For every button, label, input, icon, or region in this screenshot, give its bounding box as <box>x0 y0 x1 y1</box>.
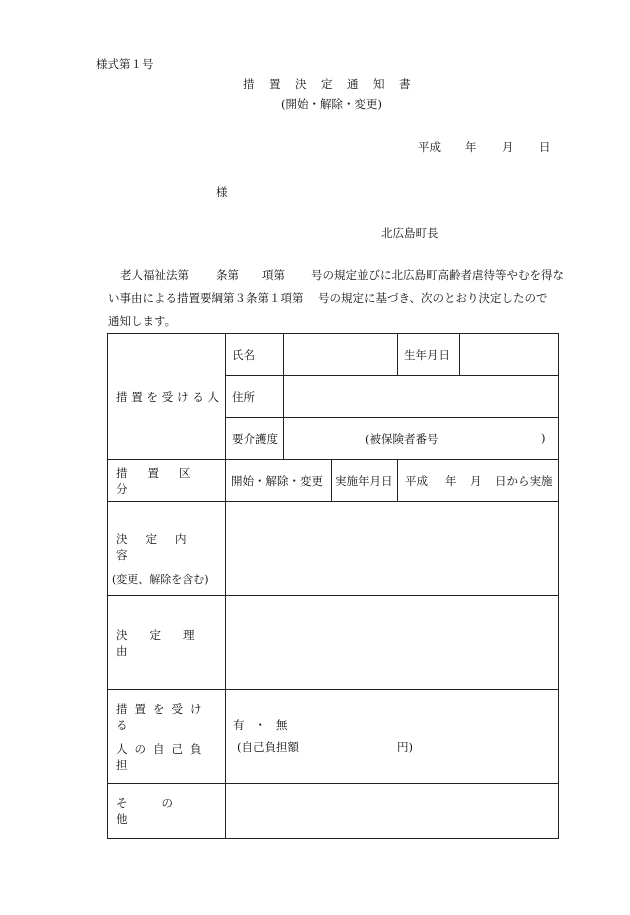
impl-date-era: 平成 <box>405 473 429 488</box>
person-label-7: 人 <box>207 389 219 404</box>
decision-value-cell[interactable] <box>226 502 559 596</box>
other-value-cell[interactable] <box>226 784 559 839</box>
birthdate-label-cell <box>398 334 460 376</box>
burden-value-cell[interactable] <box>226 690 559 784</box>
reason-label: 決定理由 <box>116 627 217 658</box>
birthdate-label: 生年月日 <box>404 347 451 362</box>
impl-date-month: 月 <box>470 473 482 488</box>
body-line2-b: 号の規定に基づき、次のとおり決定したので <box>318 291 548 305</box>
birthdate-value-cell[interactable] <box>460 334 559 376</box>
category-value: 開始・解除・変更 <box>231 473 323 488</box>
person-label-6: る <box>192 389 204 404</box>
insured-number-close: ) <box>541 430 546 445</box>
address-label: 住所 <box>232 389 255 404</box>
insured-number-cell[interactable] <box>284 418 559 460</box>
body-line1-d: 号の規定並びに北広島町高齢者虐待等やむを得な <box>311 268 564 282</box>
person-label-4: 受 <box>161 389 174 404</box>
burden-label-line2: 人の自己負担 <box>116 741 209 772</box>
body-line1-a: 老人福祉法第 <box>120 268 189 282</box>
address-value-cell[interactable] <box>284 376 559 418</box>
date-year: 年 <box>465 140 477 154</box>
address-label-cell <box>226 376 284 418</box>
person-label-1: 措 <box>116 389 128 404</box>
decision-label-cell <box>108 502 226 596</box>
name-label: 氏名 <box>232 347 255 362</box>
form-number: 様式第１号 <box>96 57 154 71</box>
date-day: 日 <box>539 140 551 154</box>
impl-date-value-cell[interactable] <box>398 460 559 502</box>
decision-form-table <box>107 333 559 839</box>
burden-yesno[interactable]: 有・無 <box>233 717 298 732</box>
impl-date-year: 年 <box>445 473 457 488</box>
impl-date-label: 実施年月日 <box>335 473 393 488</box>
category-label-cell <box>108 460 226 502</box>
burden-label-cell <box>108 690 226 784</box>
impl-date-suffix: 日から実施 <box>495 473 553 488</box>
body-line1-c: 項第 <box>262 268 285 282</box>
category-label: 措置区分 <box>116 465 211 496</box>
insured-number-open: (被保険者番号 <box>365 431 439 446</box>
other-label-cell <box>108 784 226 839</box>
issuer-name: 北広島町長 <box>381 226 439 240</box>
category-value-cell[interactable] <box>226 460 332 502</box>
body-line-3: 通知します。 <box>108 314 177 328</box>
care-label-cell <box>226 418 284 460</box>
person-label-3: を <box>146 389 158 404</box>
document-subtitle: (開始・解除・変更) <box>281 97 382 111</box>
burden-amount-close: 円) <box>397 739 413 754</box>
burden-amount-open: (自己負担額 <box>237 739 299 754</box>
person-label-2: 置 <box>131 389 143 404</box>
person-label-5: け <box>177 389 189 404</box>
body-line1-b: 条第 <box>216 268 239 282</box>
reason-value-cell[interactable] <box>226 596 559 690</box>
reason-label-cell <box>108 596 226 690</box>
care-label: 要介護度 <box>232 431 278 446</box>
date-month: 月 <box>502 140 514 154</box>
name-value-cell[interactable] <box>284 334 398 376</box>
decision-sub-label: (変更、解除を含む) <box>112 573 209 586</box>
document-title: 措置決定通知書 <box>243 77 425 91</box>
recipient-suffix: 様 <box>216 185 228 199</box>
burden-label-line1: 措置を受ける <box>116 701 209 732</box>
date-era: 平成 <box>418 140 441 154</box>
body-line2-a: い事由による措置要綱第３条第１項第 <box>108 291 304 305</box>
name-label-cell <box>226 334 284 376</box>
impl-date-label-cell <box>332 460 398 502</box>
other-label: その他 <box>116 796 207 826</box>
decision-label: 決定内容 <box>116 532 205 562</box>
person-label-cell <box>108 334 226 460</box>
